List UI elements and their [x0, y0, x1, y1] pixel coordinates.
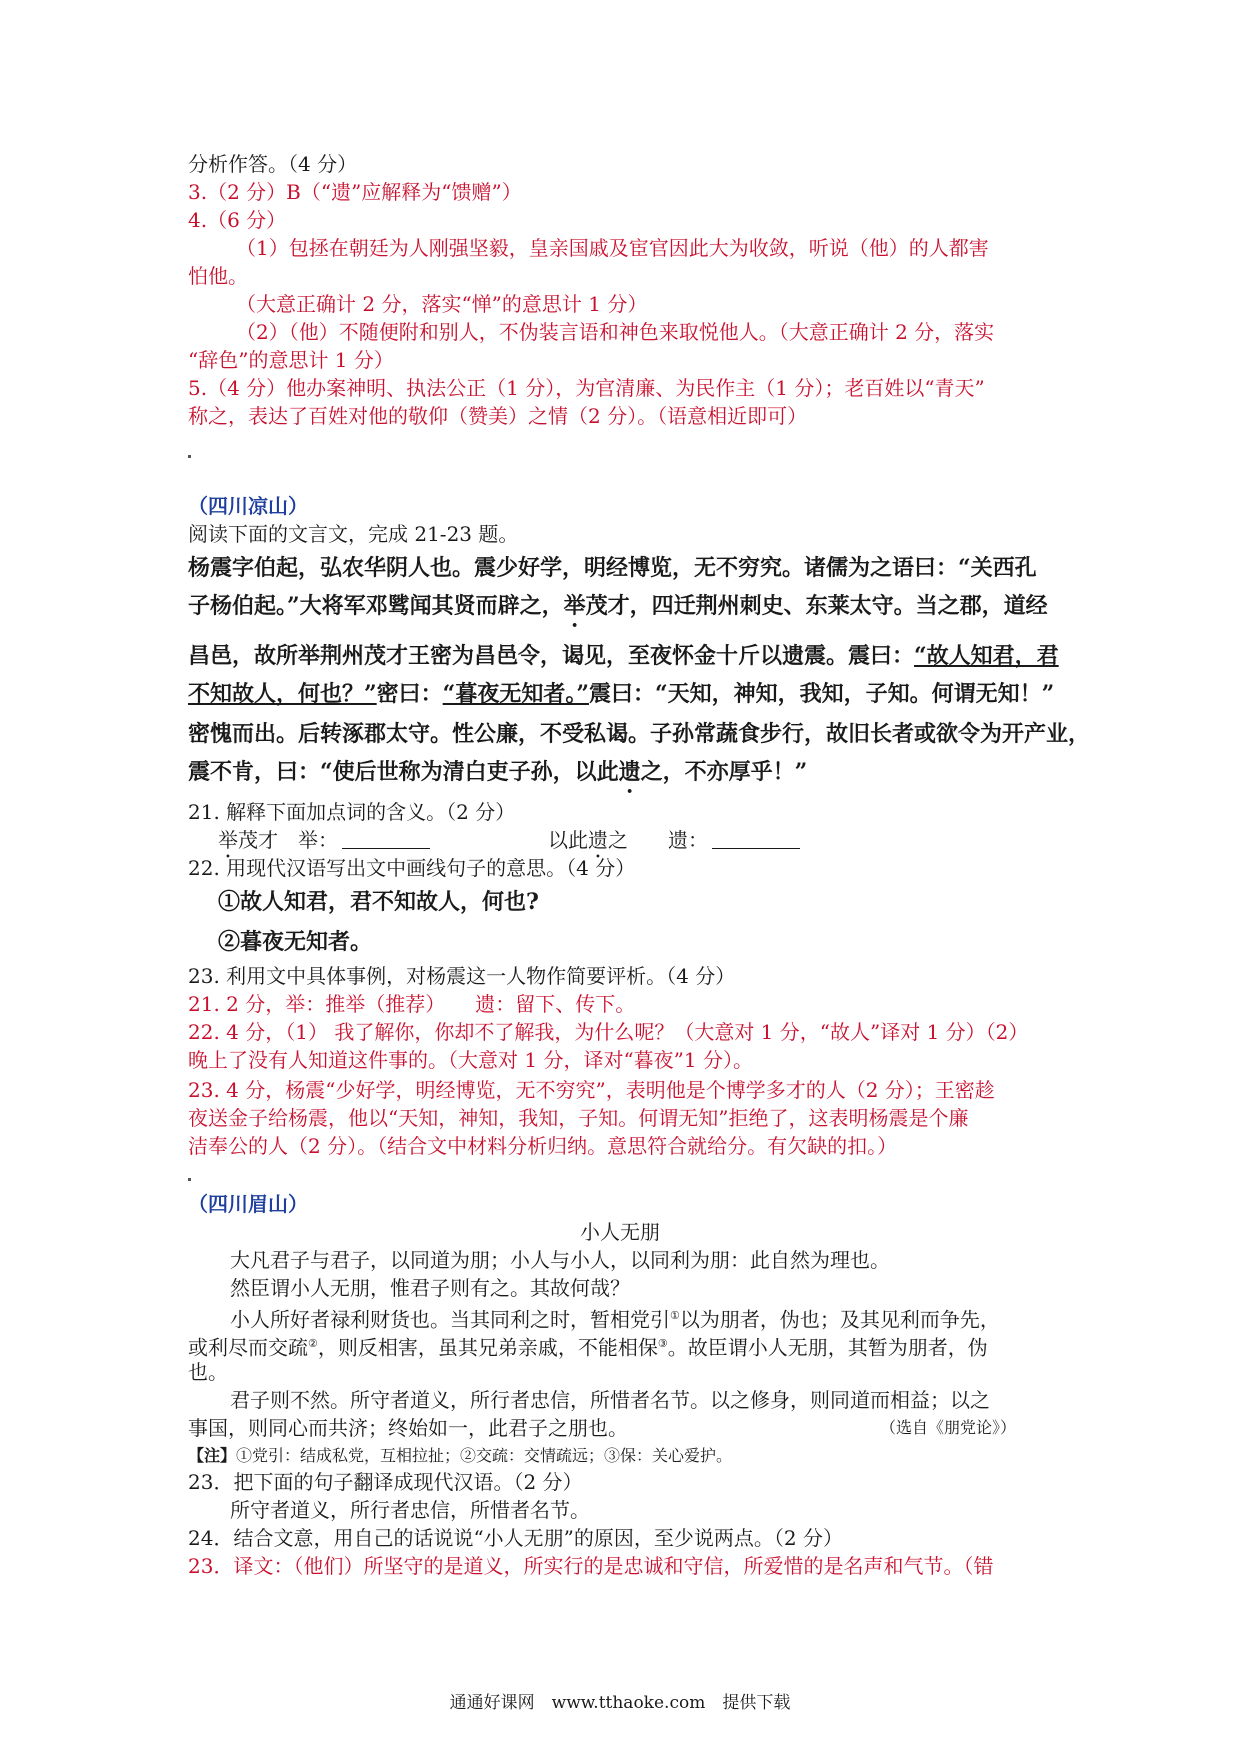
stray-mark: [188, 455, 191, 458]
passage-line: 不知故人，何也？”密曰：“暮夜无知者。”震曰：“天知，神知，我知，子知。何谓无知！”: [188, 681, 1055, 707]
answer-line: （2）（他）不随便附和别人，不伪装言语和神色来取悦他人。（大意正确计 2 分，落实: [236, 320, 995, 344]
footnote: 【注】①党引：结成私党，互相拉扯；②交疏：交情疏远；③保：关心爱护。: [188, 1446, 733, 1465]
question-item: ②暮夜无知者。: [218, 929, 373, 955]
passage-line: 震不肯，曰：“使后世称为清白吏子孙，以此遗之，不亦厚乎！”: [188, 759, 808, 785]
answer-line: （1）包拯在朝廷为人刚强坚毅，皇亲国戚及宦官因此大为收敛，听说（他）的人都害: [236, 236, 989, 260]
answer-line: 21. 2 分，举：推举（推荐） 遗：留下、传下。: [188, 992, 636, 1016]
stray-mark: [188, 1178, 191, 1181]
passage-line: 小人所好者禄利财货也。当其同利之时，暂相党引①以为朋者，伪也；及其见利而争先，: [230, 1307, 1000, 1332]
dotted-word: 举: [563, 593, 586, 619]
dotted-word: 遗: [618, 759, 641, 785]
answer-line: 3.（2 分）B（“遗”应解释为“馈赠”）: [188, 180, 522, 204]
passage-line: 然臣谓小人无朋，惟君子则有之。其故何哉？: [230, 1276, 630, 1300]
answer-line: 怕他。: [188, 264, 248, 288]
answer-line: 23．译文：（他们）所坚守的是道义，所实行的是忠诚和守信，所爱惜的是名声和气节。（错: [188, 1554, 994, 1578]
underlined-sentence: 不知故人，何也？”: [188, 681, 377, 707]
answer-line: 分析作答。（4 分）: [188, 152, 358, 176]
question: 23．把下面的句子翻译成现代汉语。（2 分）: [188, 1470, 583, 1494]
passage-line: 大凡君子与君子，以同道为朋；小人与小人，以同利为朋：此自然为理也。: [230, 1248, 890, 1272]
passage-line: 昌邑，故所举荆州茂才王密为昌邑令，谒见，至夜怀金十斤以遗震。震曰：“故人知君，君: [188, 643, 1059, 669]
passage-line: 密愧而出。后转涿郡太守。性公廉，不受私谒。子孙常蔬食步行，故旧长者或欲令为开产业，: [188, 721, 1091, 747]
answer-line: “辞色”的意思计 1 分）: [188, 348, 394, 372]
passage-line: 或利尽而交疏②，则反相害，虽其兄弟亲戚，不能相保③。故臣谓小人无朋，其暂为朋者，伪: [188, 1335, 988, 1360]
passage-line: 杨震字伯起，弘农华阴人也。震少好学，明经博览，无不穷究。诸儒为之语曰：“关西孔: [188, 555, 1037, 581]
answer-line: 5.（4 分）他办案神明、执法公正（1 分），为官清廉、为民作主（1 分）；老百姓以“青天”: [188, 376, 985, 400]
answer-blank: [712, 828, 800, 849]
answer-line: 洁奉公的人（2 分）。（结合文中材料分析归纳。意思符合就给分。有欠缺的扣。）: [188, 1134, 898, 1158]
answer-line: 22. 4 分，（1） 我了解你，你却不了解我，为什么呢？（大意对 1 分，“故人”译对 1 分）（2）: [188, 1020, 1029, 1044]
question-item: 以此遗之 遗：: [548, 826, 800, 863]
answer-line: 夜送金子给杨震，他以“天知，神知，我知，子知。何谓无知”拒绝了，这表明杨震是个廉: [188, 1106, 969, 1130]
question-item: ①故人知君，君不知故人，何也?: [218, 889, 539, 915]
answer-line: 4.（6 分）: [188, 208, 287, 232]
answer-line: 称之，表达了百姓对他的敬仰（赞美）之情（2 分）。（语意相近即可）: [188, 404, 808, 428]
answer-line: 23. 4 分，杨震“少好学，明经博览，无不穷究”，表明他是个博学多才的人（2 分）；王密趁: [188, 1078, 995, 1102]
question-item: 举茂才 举：: [218, 826, 430, 863]
underlined-sentence: “暮夜无知者。”: [442, 681, 589, 707]
page-footer: 通通好课网 www.tthaoke.com 提供下载: [449, 1693, 791, 1713]
passage-line: 子杨伯起。”大将军邓骘闻其贤而辟之，举茂才，四迁荆州刺史、东莱太守。当之郡，道经: [188, 593, 1048, 619]
passage-line: 君子则不然。所守者道义，所行者忠信，所惜者名节。以之修身，则同道而相益；以之: [230, 1388, 990, 1412]
answer-blank: [342, 828, 430, 849]
question: 24．结合文意，用自己的话说说“小人无朋”的原因，至少说两点。（2 分）: [188, 1526, 843, 1550]
answer-line: （大意正确计 2 分，落实“惮”的意思计 1 分）: [236, 292, 648, 316]
question: 22. 用现代汉语写出文中画线句子的意思。（4 分）: [188, 856, 636, 880]
section-heading: （四川凉山）: [188, 494, 308, 518]
passage-title: 小人无朋: [580, 1220, 660, 1244]
passage-line: 事国，则同心而共济；终始如一，此君子之朋也。: [188, 1416, 628, 1440]
question: 23. 利用文中具体事例，对杨震这一人物作简要评析。（4 分）: [188, 964, 736, 988]
source-citation: （选自《朋党论》）: [880, 1418, 1017, 1437]
underlined-sentence: “故人知君，君: [914, 643, 1059, 669]
section-heading: （四川眉山）: [188, 1192, 308, 1216]
question-item: 所守者道义，所行者忠信，所惜者名节。: [230, 1498, 590, 1522]
passage-line: 也。: [188, 1360, 228, 1384]
answer-line: 晚上了没有人知道这件事的。（大意对 1 分，译对“暮夜”1 分）。: [188, 1048, 753, 1072]
section-intro: 阅读下面的文言文，完成 21-23 题。: [188, 522, 519, 546]
question: 21. 解释下面加点词的含义。（2 分）: [188, 800, 516, 824]
